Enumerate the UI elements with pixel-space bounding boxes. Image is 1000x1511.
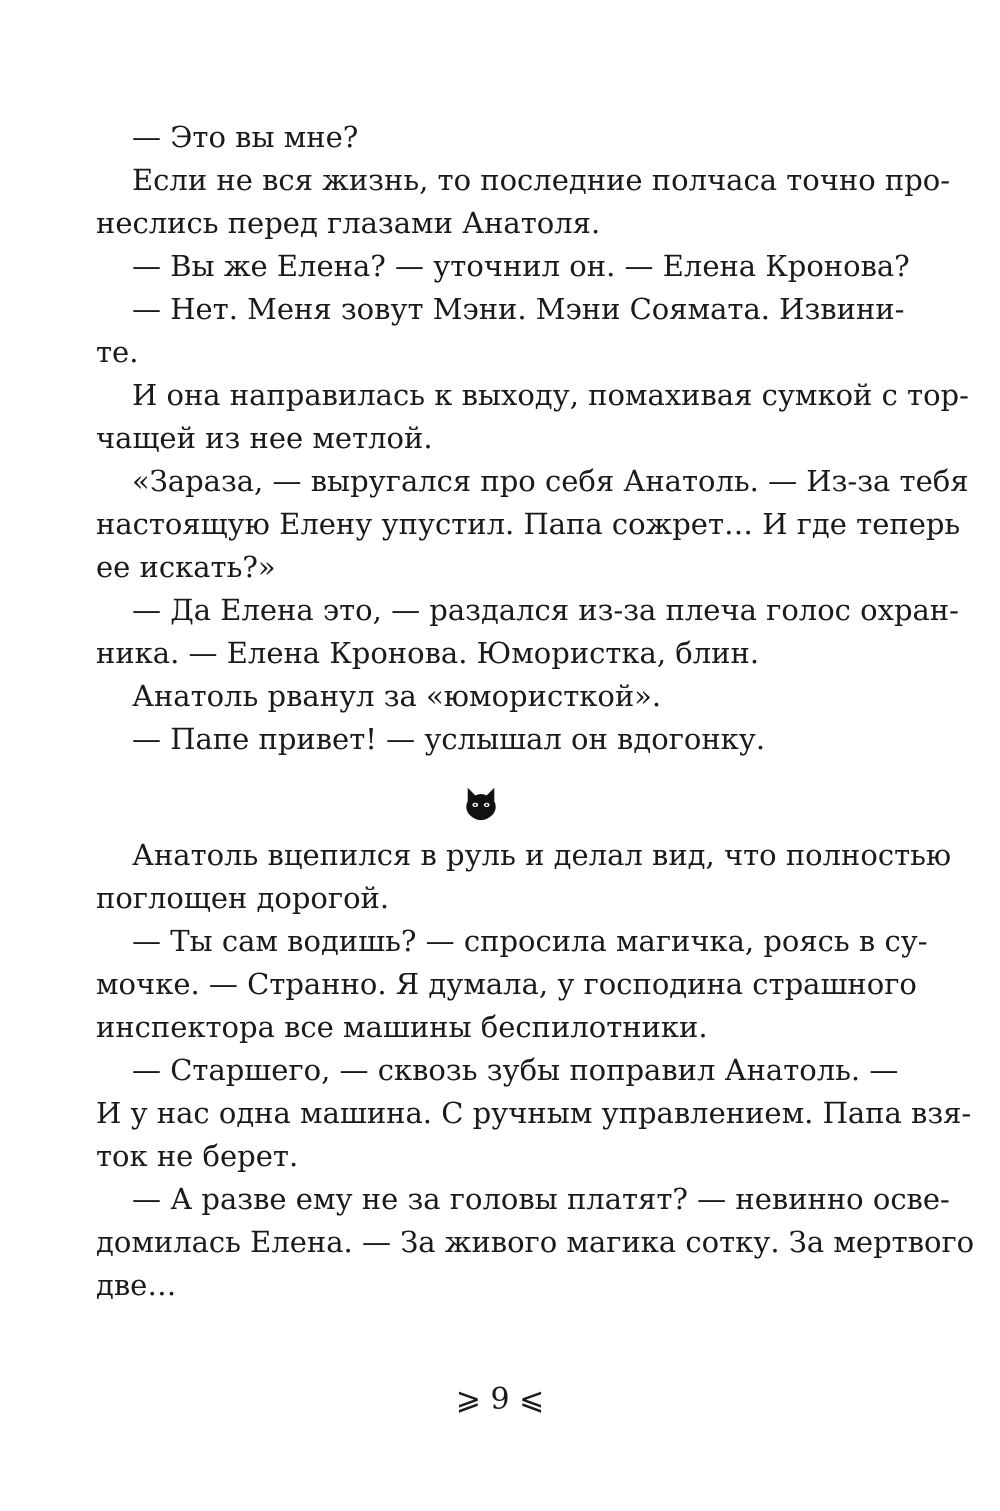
text-line: ток не берет. [96, 1139, 299, 1173]
upper-text-block [96, 116, 969, 761]
text-line: — Да Елена это, — раздался из-за плеча голос охран- [132, 593, 959, 627]
text-line: Если не вся жизнь, то последние полчаса точно про- [132, 163, 951, 197]
text-line: неслись перед глазами Анатоля. [96, 206, 601, 240]
text-line: — Старшего, — сквозь зубы поправил Анатоль. — [132, 1053, 899, 1087]
text-line: ее искать?» [96, 550, 276, 584]
text-line: Анатоль вцепился в руль и делал вид, что полностью [132, 838, 952, 872]
text-line: — А разве ему не за головы платят? — невинно осве- [132, 1182, 950, 1216]
text-line: — Папе привет! — услышал он вдогонку. [132, 722, 766, 756]
page-number: ⩾ 9 ⩽ [455, 1382, 545, 1417]
text-line: — Вы же Елена? — уточнил он. — Елена Кронова? [132, 249, 910, 283]
text-line: мочке. — Странно. Я думала, у господина страшного [96, 967, 917, 1001]
text-line: — Ты сам водишь? — спросила магичка, роясь в су- [132, 924, 928, 958]
text-line: чащей из нее метлой. [96, 421, 433, 455]
text-line: — Нет. Меня зовут Мэни. Мэни Соямата. Извини- [132, 292, 905, 326]
text-line: домилась Елена. — За живого магика сотку. За мертвого [96, 1225, 975, 1259]
text-line: И она направилась к выходу, помахивая сумкой с тор- [132, 378, 969, 412]
text-line: инспектора все машины беспилотники. [96, 1010, 708, 1044]
text-line: настоящую Елену упустил. Папа сожрет… И где теперь [96, 507, 961, 541]
cat-head-icon [462, 784, 500, 822]
text-line: поглощен дорогой. [96, 881, 390, 915]
text-line: — Это вы мне? [132, 120, 359, 154]
lower-text-block [96, 834, 975, 1307]
text-line: И у нас одна машина. С ручным управлением. Папа взя- [96, 1096, 972, 1130]
text-line: те. [96, 335, 139, 369]
text-line: ника. — Елена Кронова. Юмористка, блин. [96, 636, 760, 670]
text-line: «Зараза, — выругался про себя Анатоль. — Из-за тебя [132, 464, 969, 498]
text-line: Анатоль рванул за «юмористкой». [132, 679, 662, 713]
text-line: две… [96, 1268, 177, 1302]
